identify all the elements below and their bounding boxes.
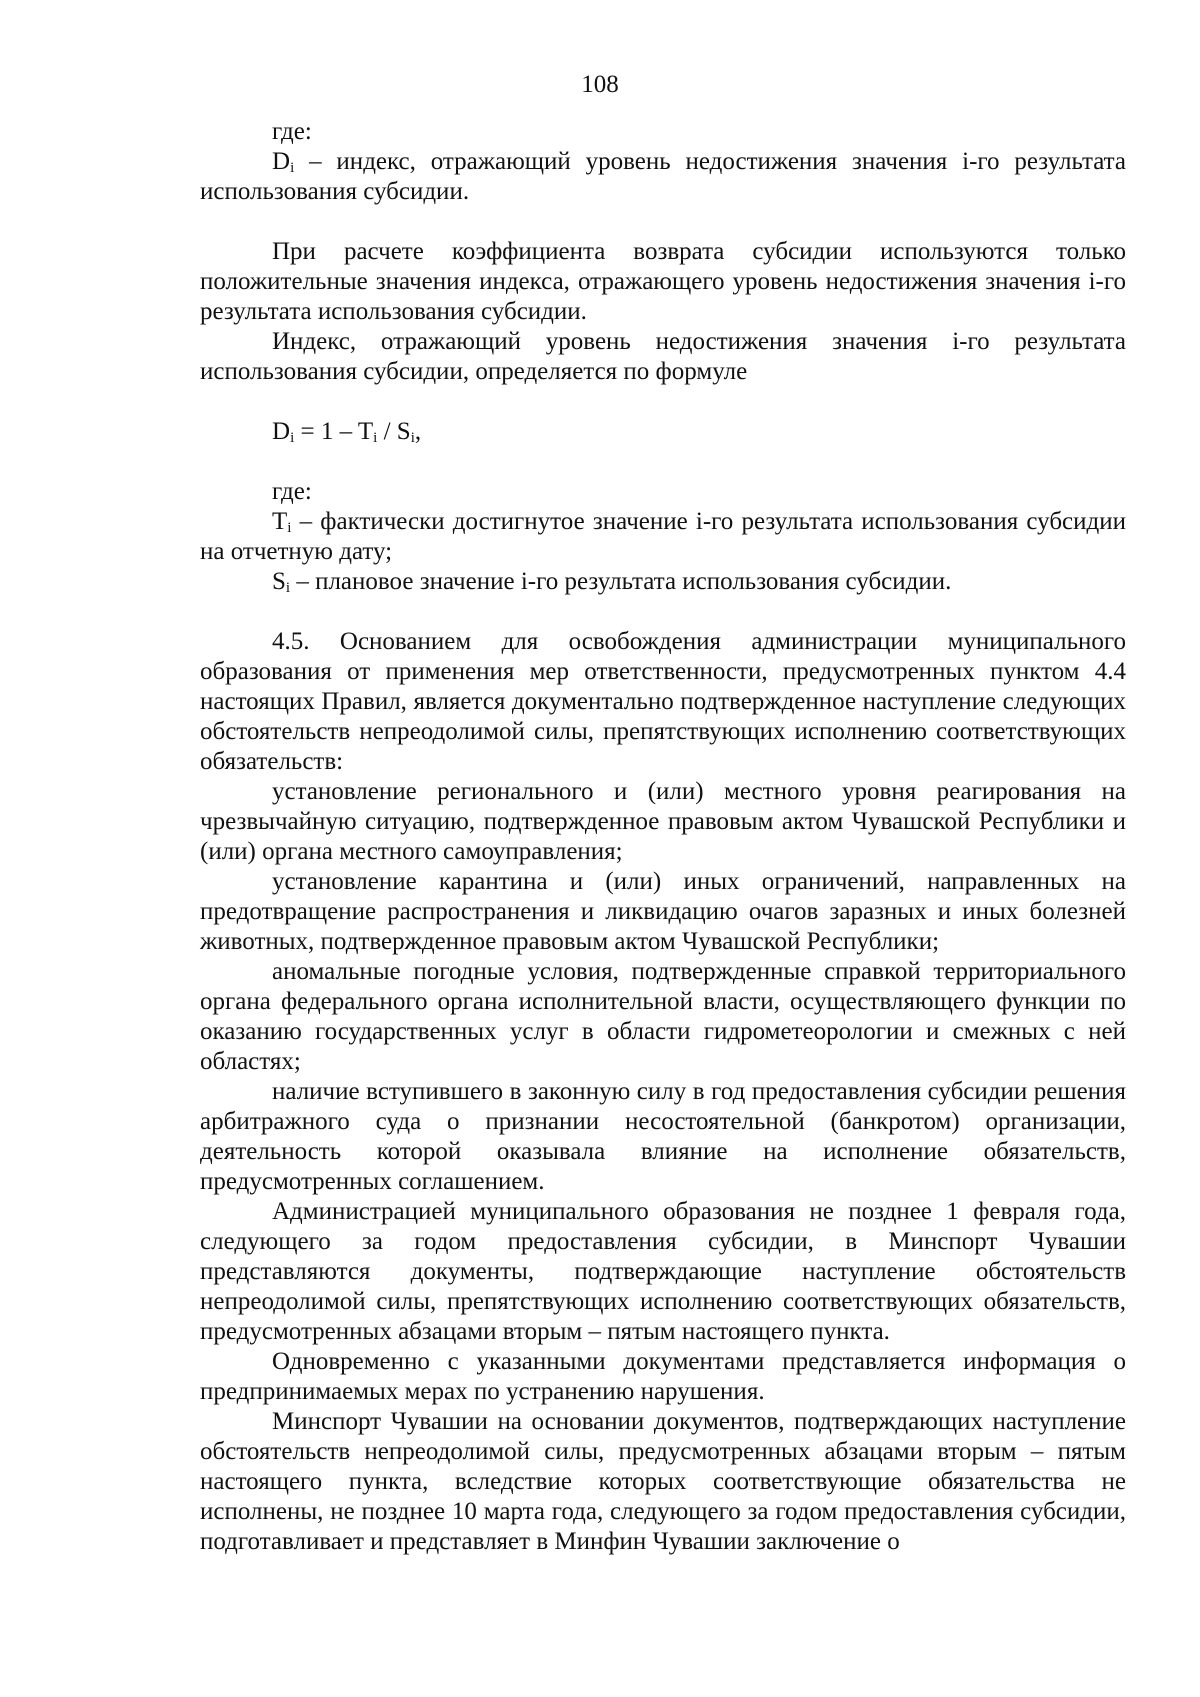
where-label: где:: [272, 118, 312, 145]
where-label-2: где:: [272, 478, 312, 505]
paragraph-minsport: Минспорт Чувашии на основании документов, подтверждающих наступление обстоятельств непреодолимой силы, предусмотренных абзацами вторым – пятым настоящего пункта, вследствие которых соответствующие обязательства не исполнены, не позднее 10 марта года, следующего за годом предоставления субсидии, подготавливает и представляет в Минфин Чувашии заключение о: [200, 1408, 1126, 1555]
formula-t-sub: i: [373, 430, 378, 446]
paragraph-calculation: При расчете коэффициента возврата субсидии используются только положительные значения индекса, отражающего уровень недостижения значения i-го результата использования субсидии.: [200, 238, 1126, 325]
symbol-d: D: [272, 148, 291, 175]
list-item-emergency: установление регионального и (или) местного уровня реагирования на чрезвычайную ситуацию, подтвержденное правовым актом Чувашской Республики и (или) органа местного самоуправления;: [200, 778, 1126, 865]
list-item-weather: аномальные погодные условия, подтвержденные справкой территориального органа федерального органа исполнительной власти, осуществляющего функции по оказанию государственных услуг в области гидрометеорологии и смежных с ней областях;: [200, 958, 1126, 1075]
formula-s-sub: i: [410, 430, 415, 446]
list-item-bankruptcy: наличие вступившего в законную силу в год предоставления субсидии решения арбитражного суда о признании несостоятельной (банкротом) организации, деятельность которой оказывала влияние на исполнение обязательств, предусмотренных соглашением.: [200, 1078, 1126, 1195]
paragraph-simultaneous: Одновременно с указанными документами представляется информация о предпринимаемых мерах по устранению нарушения.: [200, 1348, 1126, 1405]
definition-d-text: – индекс, отражающий уровень недостижения значения i-го результата использования субсидии.: [200, 148, 1126, 205]
formula-mid: = 1 – T: [294, 418, 374, 445]
page-number: 108: [581, 71, 619, 98]
symbol-s: S: [272, 568, 286, 595]
subscript-i: i: [290, 160, 295, 176]
list-item-quarantine: установление карантина и (или) иных ограничений, направленных на предотвращение распространения и ликвидацию очагов заразных и иных болезней животных, подтвержденное правовым актом Чувашской Республики;: [200, 868, 1126, 955]
definition-t: [200, 507, 1126, 567]
formula: [272, 417, 1126, 447]
formula-end: ,: [414, 418, 422, 445]
definition-s: [200, 567, 1126, 597]
formula-d-sub: i: [290, 430, 295, 446]
paragraph-administration: Администрацией муниципального образования не позднее 1 февраля года, следующего за годом предоставления субсидии, в Минспорт Чувашии представляются документы, подтверждающие наступление обстоятельств непреодолимой силы, препятствующих исполнению соответствующих обязательств, предусмотренных абзацами вторым – пятым настоящего пункта.: [200, 1198, 1126, 1345]
formula-slash: / S: [377, 418, 411, 445]
paragraph-index: Индекс, отражающий уровень недостижения значения i-го результата использования субсидии, определяется по формуле: [200, 328, 1126, 385]
definition-d: [200, 147, 1126, 207]
section-4-5: 4.5. Основанием для освобождения администрации муниципального образования от применения мер ответственности, предусмотренных пунктом 4.4 настоящих Правил, является документально подтвержденное наступление следующих обстоятельств непреодолимой силы, препятствующих исполнению соответствующих обязательств:: [200, 628, 1126, 775]
symbol-t: T: [272, 508, 288, 535]
definition-t-text: – фактически достигнутое значение i-го результата использования субсидии на отчетную дату;: [200, 508, 1126, 565]
definition-s-text: – плановое значение i-го результата использования субсидии.: [290, 568, 952, 595]
subscript-i: i: [287, 520, 292, 536]
subscript-i: i: [285, 580, 291, 596]
document-body: [200, 117, 1126, 1557]
formula-d: D: [272, 418, 291, 445]
